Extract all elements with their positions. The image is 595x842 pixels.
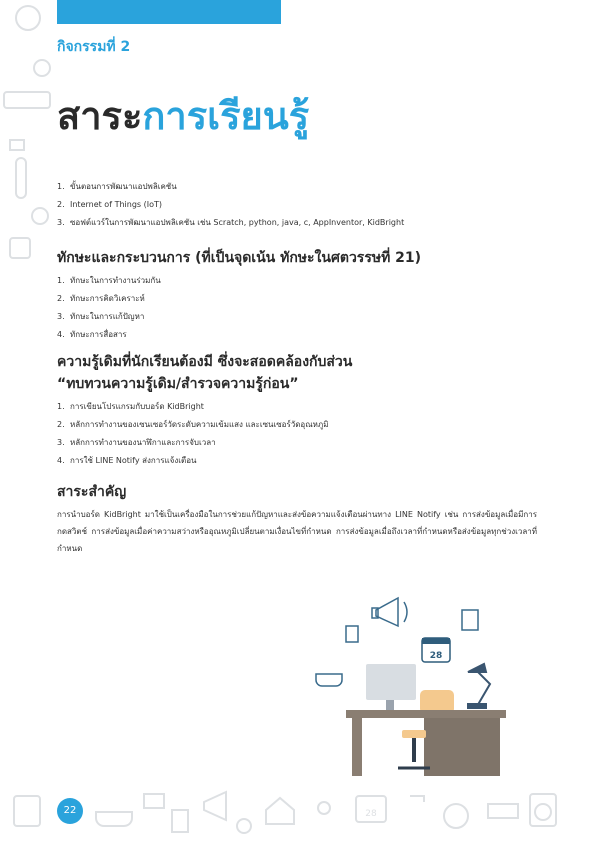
office-illustration xyxy=(300,580,530,780)
desk-leg xyxy=(352,718,362,776)
snowflake-icon xyxy=(318,802,330,814)
monitor xyxy=(366,664,416,700)
list-item: 1. ทักษะในการทำงานร่วมกัน xyxy=(57,276,161,285)
list-item: 3. หลักการทำงานของนาฬิกาและการจับเวลา xyxy=(57,438,216,447)
door-icon xyxy=(172,810,188,832)
monitor-icon xyxy=(144,794,164,808)
megaphone-icon xyxy=(204,792,226,820)
essence-section xyxy=(57,482,537,557)
prior-heading-line-1: ความรู้เดิมที่นักเรียนต้องมี ซึ่งจะสอดคล้องกับส่วน xyxy=(57,354,353,370)
washing-machine-icon xyxy=(530,794,556,826)
prior-list xyxy=(57,398,537,470)
snowflake-icon xyxy=(34,60,50,76)
list-item: 3. ทักษะในการแก้ปัญหา xyxy=(57,312,145,321)
door-icon xyxy=(346,626,358,642)
skills-list xyxy=(57,272,537,344)
content-list xyxy=(57,178,537,232)
desk-drawer xyxy=(424,718,500,776)
bed-icon xyxy=(488,804,518,818)
footer-calendar-day: 28 xyxy=(365,809,377,819)
lamp-icon xyxy=(10,140,24,150)
essence-heading: สาระสำคัญ xyxy=(57,484,127,500)
header-accent-bar xyxy=(57,0,281,24)
activity-label: กิจกรรมที่ 2 xyxy=(57,39,131,55)
list-item: 4. ทักษะการสื่อสาร xyxy=(57,330,127,339)
lightbulb-icon xyxy=(16,6,40,30)
chair-seat xyxy=(402,730,426,738)
home-hands-icon xyxy=(266,798,294,824)
monitor-stand xyxy=(386,700,394,710)
desk-lamp-icon xyxy=(468,664,490,708)
list-item: 4. การใช้ LINE Notify ส่งการแจ้งเตือน xyxy=(57,456,197,465)
page-title xyxy=(57,92,309,140)
skills-heading: ทักษะและกระบวนการ (ที่เป็นจุดเน้น ทักษะในศตวรรษที่ 21) xyxy=(57,250,422,266)
essence-paragraph: การนำบอร์ด KidBright มาใช้เป็นเครื่องมือในการช่วยแก้ปัญหาและส่งข้อความแจ้งเตือนผ่านทาง LINE Notify เช่น การส่งข้อมูลเมื่อมีการกดสวิตช์ การส่งข้อมูลเมื่อค่าความสว่างหรืออุณหภูมิเปลี่ยนตามเงื่อนไขที่กำหนด การส่งข้อมูลเมื่อถึงเวลาที่กำหนดหรือส่งข้อมูลทุกช่วงเวลาที่กำหนด xyxy=(57,510,537,553)
skills-section xyxy=(57,248,537,344)
shower-icon xyxy=(410,796,424,802)
bathtub-icon xyxy=(96,812,132,826)
page-number: 22 xyxy=(57,798,83,824)
desk-top xyxy=(346,710,506,718)
title-part-1: สาระ xyxy=(57,94,143,138)
snowflake-icon xyxy=(237,819,251,833)
left-decor-icons xyxy=(0,0,56,280)
content-list-section xyxy=(57,178,537,232)
prior-knowledge-section xyxy=(57,352,537,470)
calendar-icon xyxy=(422,638,450,662)
power-button-icon xyxy=(444,804,468,828)
plug-icon xyxy=(10,238,30,258)
clipboard-icon xyxy=(462,610,478,630)
footer-decor-icons xyxy=(0,786,595,842)
list-item: 2. ทักษะการคิดวิเคราะห์ xyxy=(57,294,145,303)
list-item: 1. ขั้นตอนการพัฒนาแอปพลิเคชัน xyxy=(57,182,177,191)
bathtub-icon xyxy=(316,674,342,686)
list-item: 3. ซอฟต์แวร์ในการพัฒนาแอปพลิเคชัน เช่น Scratch, python, java, c, AppInventor, KidBright xyxy=(57,218,405,227)
chair-post xyxy=(412,738,416,762)
title-part-2: การเรียนรู้ xyxy=(142,94,310,138)
list-item: 2. Internet of Things (IoT) xyxy=(57,200,162,209)
prior-heading-line-2: “ทบทวนความรู้เดิม/สำรวจความรู้ก่อน” xyxy=(57,376,299,392)
thermometer-icon xyxy=(16,158,26,198)
oven-icon xyxy=(14,796,40,826)
list-item: 2. หลักการทำงานของเซนเซอร์วัดระดับความเข้มแสง และเซนเซอร์วัดอุณหภูมิ xyxy=(57,420,329,429)
list-item: 1. การเขียนโปรแกรมกับบอร์ด KidBright xyxy=(57,402,204,411)
calendar-day: 28 xyxy=(429,651,443,661)
air-conditioner-icon xyxy=(4,92,50,108)
megaphone-icon xyxy=(372,598,398,626)
snowflake-icon xyxy=(32,208,48,224)
